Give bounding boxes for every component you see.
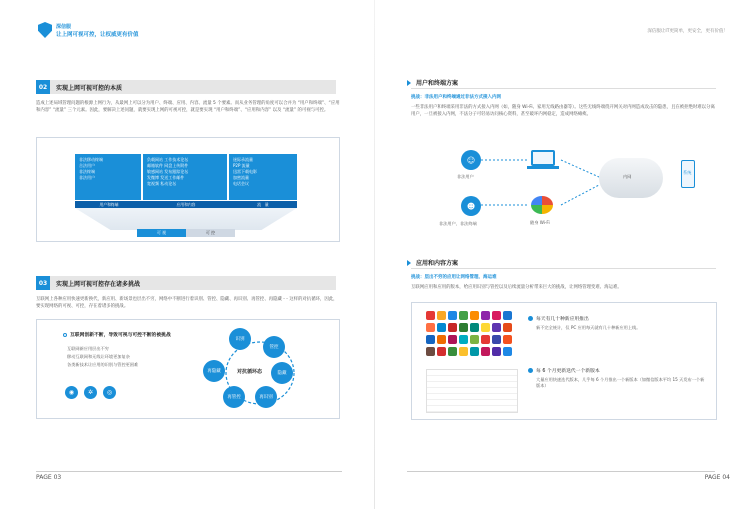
app-icon <box>470 335 479 344</box>
section-number: 03 <box>36 276 50 290</box>
footer-label: 流 量 <box>257 201 269 207</box>
section-paragraph: 一些非法用户和终端采用非法的方式接入内网（如，随身 Wi-Fi、家用无线路由器等）。这些无线终端绕开网关对内网造成攻击的隐患，且在被拒绝时难以分离用户，一旦被接入内网，不法分子可轻易访问核心资料，甚至破坏内网稳定，造成网络瘫痪。 <box>411 105 715 118</box>
eye-icon: ◉ <box>65 386 78 399</box>
list-item: 发微博 发送工作邮件 <box>147 175 185 180</box>
eye-slash-icon: ◎ <box>103 386 116 399</box>
app-content-cell <box>143 154 227 200</box>
cycle-node: 再管控 <box>223 386 245 408</box>
app-icon <box>426 335 435 344</box>
list-item: 敏感网站 发布跟踪论坛 <box>147 169 189 174</box>
category-footer <box>75 201 297 208</box>
list-item: 各类新技术让应用的识别与管控更困难 <box>67 362 139 367</box>
app-icon <box>492 311 501 320</box>
app-icon <box>470 323 479 332</box>
list-item: 宽视频 私动论坛 <box>147 181 177 186</box>
bullet-icon <box>63 333 67 337</box>
card-title: 每 6 个月更新迭代一个新版本 <box>536 369 600 374</box>
cycle-center-label: 对抗循环态 <box>237 369 263 375</box>
section-title: 应用和内容方案 <box>416 260 459 267</box>
visibility-diagram <box>36 137 340 242</box>
section-number: 02 <box>36 80 50 94</box>
section-title: 实现上网可视可控的本质 <box>56 84 123 92</box>
app-icon <box>459 335 468 344</box>
cycle-node: 识别 <box>229 328 251 350</box>
user-terminal-cell <box>75 154 141 200</box>
list-item: 合法用户 <box>79 163 95 168</box>
app-icon <box>459 311 468 320</box>
user-icon: ☺ <box>461 150 481 170</box>
triangle-icon <box>407 260 411 266</box>
section-paragraph: 造成上述局域管理问题的根源上网行为，从最网上可以分为用户、终端、应用、内容、流量 5 个要素。而从业务管理的角度可以合并为 “用户和终端”、“应用和内容” “流量” 三个元素。因此，要解决上述问题，就要实现上网的可视可控，就是要实现 “用户和终端”、“应用和内容” 以及 “流量” 的可视与可控。 <box>36 101 340 114</box>
cycle-node: 隐藏 <box>271 362 293 384</box>
list-item: 互联网新应用层出不穷 <box>67 346 109 351</box>
triangle-icon <box>407 80 411 86</box>
app-challenge-box <box>411 302 717 420</box>
cycle-node: 再识别 <box>255 386 277 408</box>
footer-divider <box>407 471 715 472</box>
list-item: 非法用户 <box>79 175 95 180</box>
section-header-02 <box>36 80 336 94</box>
cycle-node: 管控 <box>263 336 285 358</box>
system-label: 系统 <box>683 170 692 175</box>
footer-divider <box>36 471 342 472</box>
cycle-node: 再隐藏 <box>203 360 225 382</box>
page-number: PAGE 04 <box>704 474 730 481</box>
app-icon <box>492 323 501 332</box>
header-slogan: 深信服让IT更简单，更安全，更有价值！ <box>647 29 728 34</box>
challenge-subtitle: 挑战：层出不穷的应用让网络管理、海运难 <box>411 275 497 280</box>
right-page <box>375 0 750 509</box>
app-icon <box>481 311 490 320</box>
challenge-subtitle: 挑战：非法用户和终端通过非法方式接入内网 <box>411 95 501 100</box>
traffic-cell <box>229 154 297 200</box>
tab-visible: 可 视 <box>137 229 186 237</box>
app-icon <box>492 347 501 356</box>
app-icon <box>503 323 512 332</box>
app-icon <box>437 347 446 356</box>
app-icon <box>448 335 457 344</box>
footer-label: 应用和内容 <box>176 201 196 207</box>
gear-icon: ✲ <box>84 386 97 399</box>
app-icon <box>426 347 435 356</box>
section-header-apps <box>407 258 458 267</box>
app-icon <box>426 311 435 320</box>
list-item: 负载网站 工作技术论坛 <box>147 157 189 162</box>
bullet-icon <box>528 368 533 373</box>
app-icon <box>426 323 435 332</box>
app-icon <box>459 347 468 356</box>
app-icon <box>437 335 446 344</box>
app-icon <box>470 311 479 320</box>
card-desc: 新不完全统计，仅 PC 应用每天就有几十种新应用上线。 <box>536 325 641 330</box>
app-icon <box>481 323 490 332</box>
tab-control: 可 控 <box>186 229 235 237</box>
wifi-label: 随身 Wi-Fi <box>530 220 550 225</box>
app-icon <box>503 311 512 320</box>
app-icon <box>437 323 446 332</box>
footer-label: 用户和终端 <box>99 201 119 207</box>
list-item: P2P 流量 <box>233 163 250 168</box>
list-item: 加密流量 <box>233 175 249 180</box>
app-icon <box>470 347 479 356</box>
list-item: 迅雷下载电影 <box>233 169 257 174</box>
app-icon <box>448 347 457 356</box>
illegal-user-label: 非法用户 <box>457 174 474 179</box>
combo-label: 非法用户、非法终端 <box>439 221 477 226</box>
card-title: 每天有几十种新应用推出 <box>536 317 589 322</box>
app-icon <box>503 347 512 356</box>
user-device-icon: ☻ <box>461 196 481 216</box>
app-icon <box>503 335 512 344</box>
bullet-icon <box>528 316 533 321</box>
section-title: 用户和终端方案 <box>416 80 459 87</box>
section-paragraph: 互联网上各种应用快速更新换代，新应用、新场景也层出不穷，网络中不断进行着识别、管控、隐藏、再识别、再管控、再隐藏 - - 这样的对抗循环，因此，要实现网络的可视、可控，存在着诸多的挑战。 <box>36 297 338 310</box>
funnel-shape <box>75 208 297 230</box>
app-icon <box>437 311 446 320</box>
brand-logo <box>38 22 139 38</box>
shield-icon <box>38 22 52 38</box>
visibility-tabs <box>137 229 235 237</box>
version-list-thumbnail <box>426 369 518 413</box>
challenge-box <box>36 319 340 419</box>
card-desc: 大量应用快速迭代版本，几乎每 6 个月推出一个新版本（如微信版本平均 15 天发布一个新版本） <box>536 377 705 389</box>
section-paragraph: 互联网应用和应用的版本，给应用识别与管控以及后续流量分析带来巨大的挑战，让网络管理变难、海运难。 <box>411 285 622 290</box>
section-header-03 <box>36 276 336 290</box>
list-item: 移动互联网和无线让环境更加复杂 <box>67 354 130 359</box>
app-icon <box>448 311 457 320</box>
intranet-label: 内网 <box>623 174 632 179</box>
app-icon <box>459 323 468 332</box>
list-item: 非法终端 <box>79 169 95 174</box>
page-number: PAGE 03 <box>36 474 62 481</box>
section-header-users <box>407 78 458 87</box>
brand-slogan: 让上网可视可控，让权威更有价值 <box>56 31 139 38</box>
network-links <box>481 155 601 215</box>
app-icon <box>481 335 490 344</box>
app-icon <box>492 335 501 344</box>
list-item: 迷际录流量 <box>233 157 253 162</box>
section-title: 实现上网可视可控存在诸多挑战 <box>56 280 141 288</box>
list-item: 非法移动终端 <box>79 157 103 162</box>
app-grid <box>426 311 518 359</box>
divider <box>411 268 716 269</box>
app-icon <box>481 347 490 356</box>
divider <box>411 88 716 89</box>
app-icon <box>448 323 457 332</box>
brand-name: 深信服 <box>56 23 72 30</box>
challenge-title: 互联网创新不断，导致可视与可控不断的被挑战 <box>70 333 171 338</box>
list-item: 电话会议 <box>233 181 249 186</box>
list-item: 邮箱软件 网盘上传附件 <box>147 163 189 168</box>
